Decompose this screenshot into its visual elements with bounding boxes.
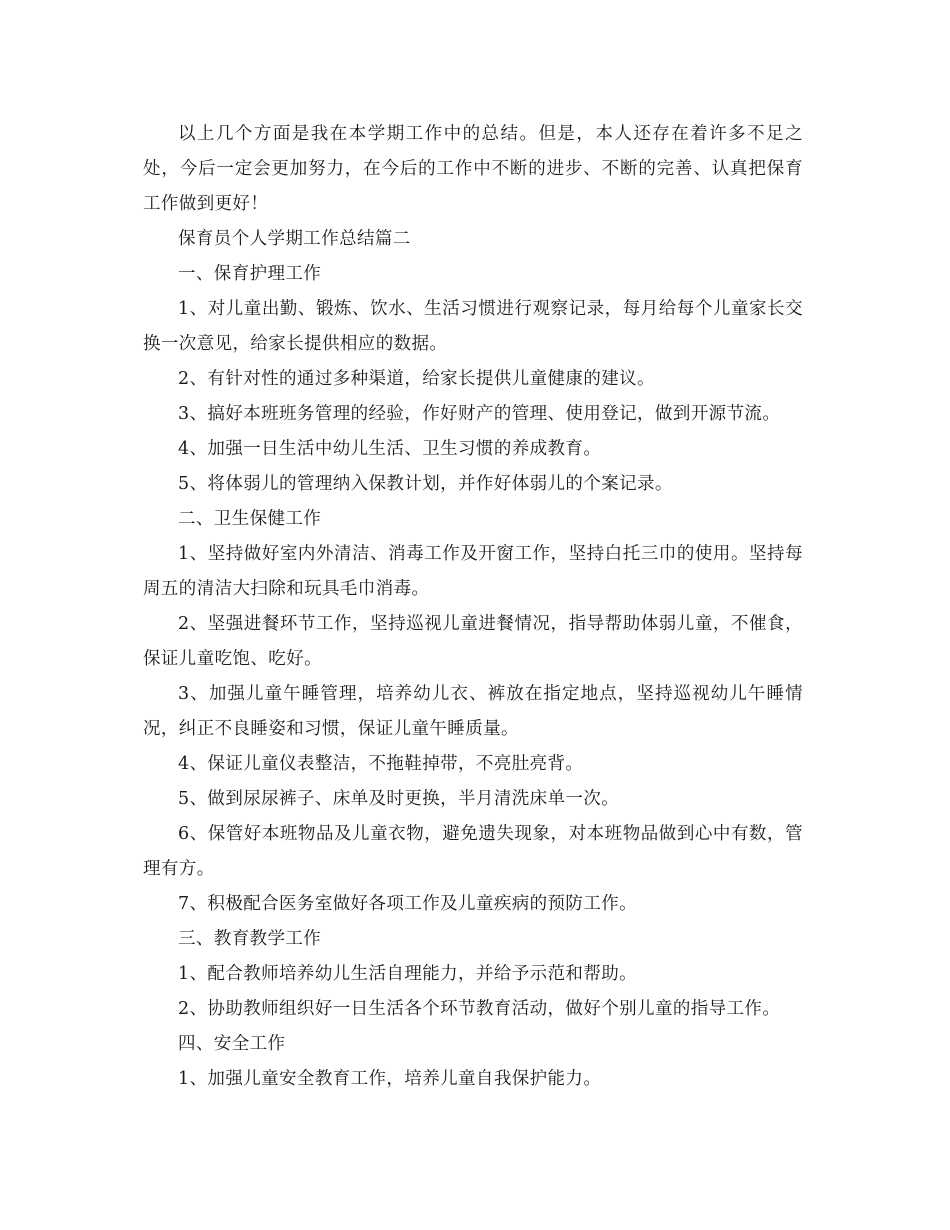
list-item: 6、保管好本班物品及儿童衣物，避免遗失现象，对本班物品做到心中有数，管理有方。	[143, 824, 803, 879]
list-item: 1、对儿童出勤、锻炼、饮水、生活习惯进行观察记录，每月给每个儿童家长交换一次意见，给家长提供相应的数据。	[143, 299, 803, 354]
list-item: 1、配合教师培养幼儿生活自理能力，并给予示范和帮助。	[178, 964, 638, 984]
list-item: 2、坚强进餐环节工作，坚持巡视儿童进餐情况，指导帮助体弱儿童，不催食，保证儿童吃饱、吃好。	[143, 614, 803, 669]
list-item: 3、搞好本班班务管理的经验，作好财产的管理、使用登记，做到开源节流。	[178, 404, 781, 424]
heading-education-work: 三、教育教学工作	[178, 929, 322, 949]
list-item: 2、协助教师组织好一日生活各个环节教育活动，做好个别儿童的指导工作。	[178, 999, 781, 1019]
list-item: 1、坚持做好室内外清洁、消毒工作及开窗工作，坚持白托三巾的使用。坚持每周五的清洁大扫除和玩具毛巾消毒。	[143, 544, 803, 599]
section-title: 保育员个人学期工作总结篇二	[178, 229, 411, 249]
list-item: 5、将体弱儿的管理纳入保教计划，并作好体弱儿的个案记录。	[178, 474, 673, 494]
list-item: 3、加强儿童午睡管理，培养幼儿衣、裤放在指定地点，坚持巡视幼儿午睡情况，纠正不良睡姿和习惯，保证儿童午睡质量。	[143, 684, 803, 739]
paragraph-closing-summary: 以上几个方面是我在本学期工作中的总结。但是，本人还存在着许多不足之处，今后一定会更加努力，在今后的工作中不断的进步、不断的完善、认真把保育工作做到更好！	[143, 124, 803, 214]
list-item: 4、加强一日生活中幼儿生活、卫生习惯的养成教育。	[178, 439, 602, 459]
heading-safety-work: 四、安全工作	[178, 1034, 286, 1054]
list-item: 2、有针对性的通过多种渠道，给家长提供儿童健康的建议。	[178, 369, 655, 389]
document-body	[143, 117, 803, 1097]
list-item: 5、做到尿尿裤子、床单及时更换，半月清洗床单一次。	[178, 789, 620, 809]
heading-care-work: 一、保育护理工作	[178, 264, 322, 284]
heading-hygiene-work: 二、卫生保健工作	[178, 509, 322, 529]
list-item: 1、加强儿童安全教育工作，培养儿童自我保护能力。	[178, 1069, 602, 1089]
list-item: 7、积极配合医务室做好各项工作及儿童疾病的预防工作。	[178, 894, 638, 914]
list-item: 4、保证儿童仪表整洁，不拖鞋掉带，不亮肚亮背。	[178, 754, 584, 774]
